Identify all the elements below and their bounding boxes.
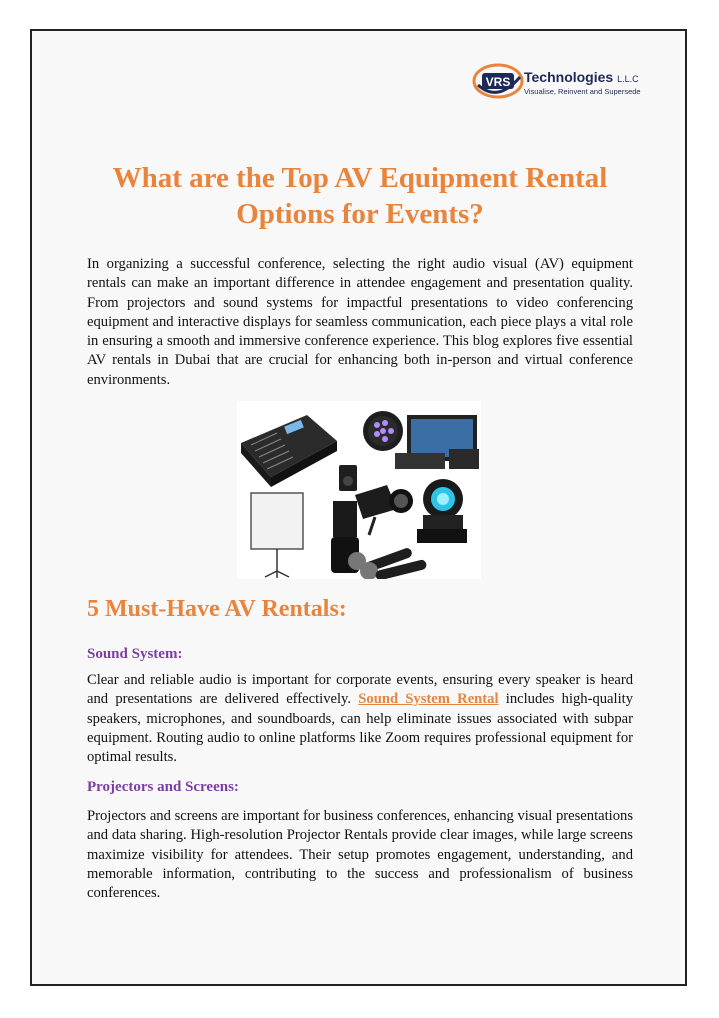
logo-suffix: L.L.C — [617, 74, 639, 84]
logo-text — [524, 70, 641, 96]
logo-monogram: VRS — [485, 75, 511, 89]
projectors-paragraph: Projectors and screens are important for business conferences, enhancing visual presentations and data sharing. High-resolution Projector Rentals provide clear images, while large screens maximize visibility for attendees. Their setup promotes engagement, understanding, and memorable information, contributing to the success and professionalism of business conferences. — [87, 808, 633, 902]
projectors-heading: Projectors and Screens: — [87, 779, 239, 795]
par-light-icon — [363, 411, 403, 451]
logo-tagline: Visualise, Reinvent and Supersede — [524, 87, 641, 96]
sound-system-rental-link[interactable]: Sound System Rental — [358, 691, 499, 708]
logo-name: Technologies — [524, 69, 614, 85]
video-switcher-icon — [395, 415, 479, 469]
section-heading: 5 Must-Have AV Rentals: — [87, 596, 347, 622]
av-equipment-image — [237, 401, 481, 579]
intro-paragraph: In organizing a successful conference, selecting the right audio visual (AV) equipment rentals can make an important difference in attendee engagement and presentation quality. From projectors and sound systems for impactful presentations to video conferencing equipment and interactive displays for seamless communication, each piece plays a vital role in ensuring a smooth and immersive conference experience. This blog explores five essential AV rentals in Dubai that are crucial for enhancing both in-person and virtual conference environments. — [87, 256, 633, 388]
sound-system-paragraph: Clear and reliable audio is important for corporate events, ensuring every speaker is heard and presentations are delivered effectively. Sound System Rental includes high-quality speakers, microphones, and soundboards, can help eliminate issues associated with subpar equipment. Routing audio to online platforms like Zoom requires professional equipment for optimal results. — [87, 672, 633, 766]
page-title: What are the Top AV Equipment Rental Options for Events? — [112, 162, 608, 230]
sound-system-heading: Sound System: — [87, 646, 183, 662]
